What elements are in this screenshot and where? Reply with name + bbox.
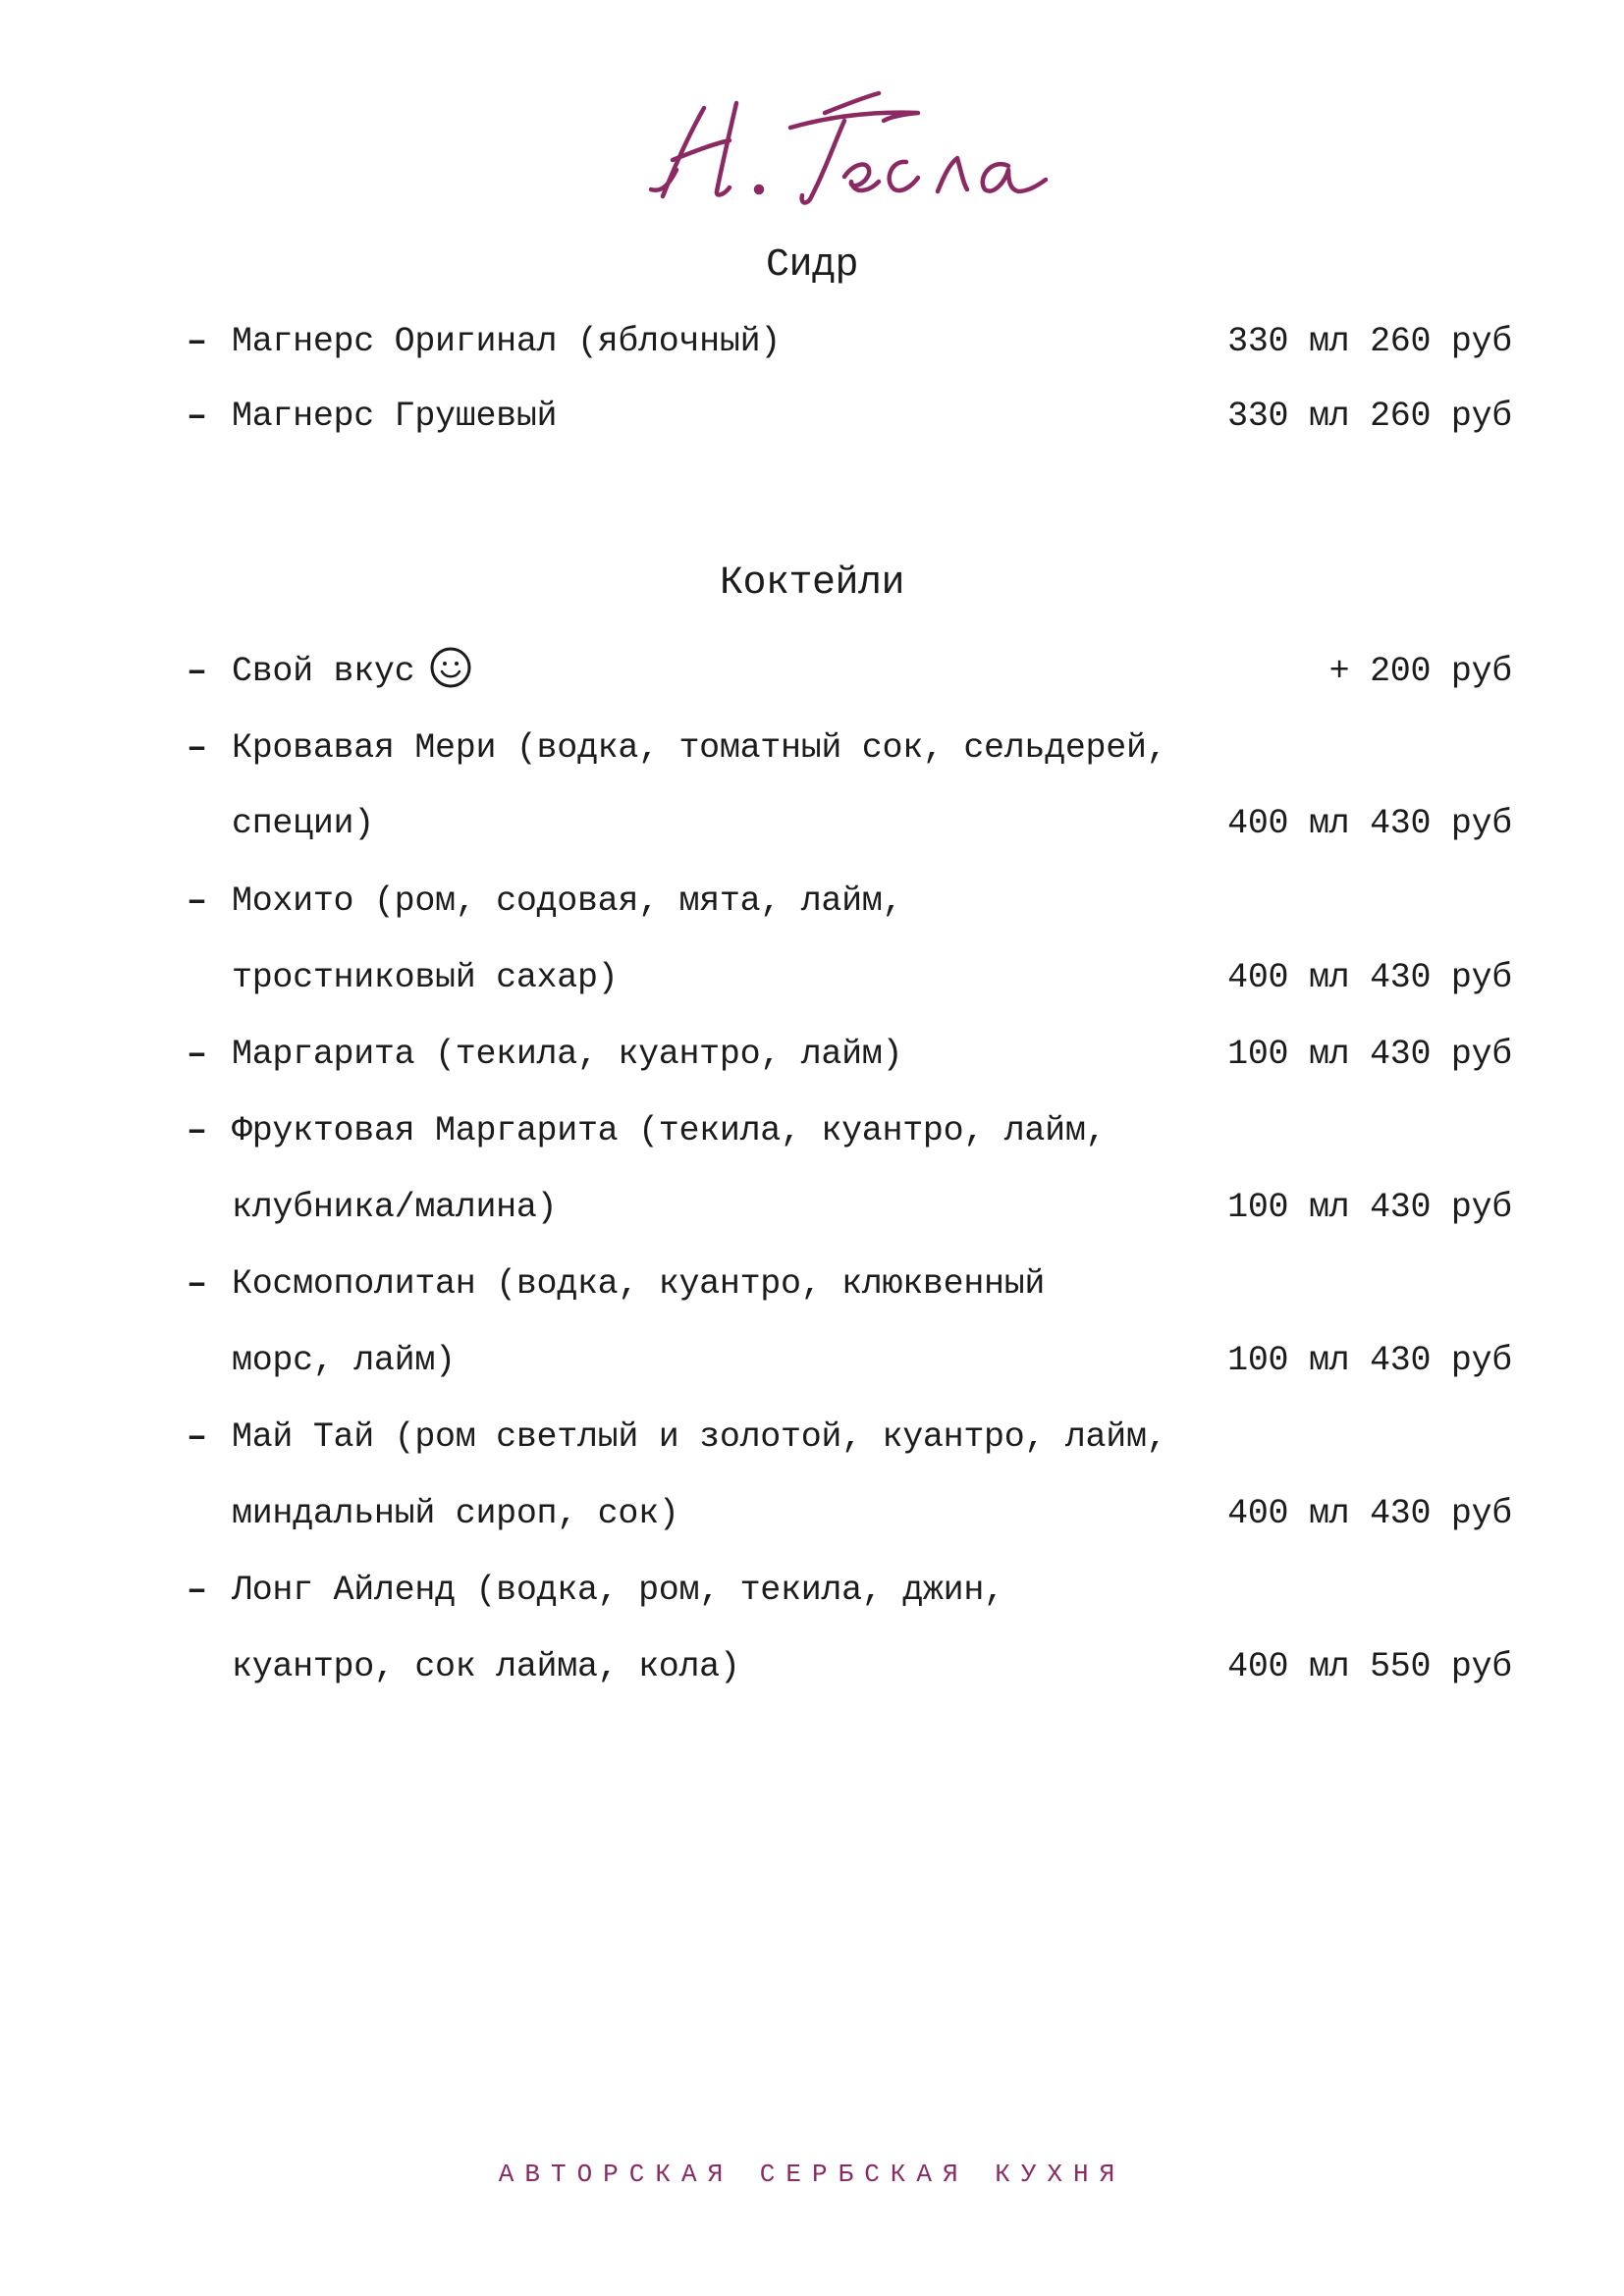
menu-item (177, 1408, 1512, 1467)
item-price: 330 мл 260 руб (1227, 397, 1512, 436)
tesla-signature-logo (643, 83, 1056, 206)
item-dash: – (187, 322, 208, 361)
menu-item (177, 312, 1512, 371)
item-name-continued: миндальный сироп, сок) (232, 1494, 679, 1533)
item-dash: – (187, 652, 208, 691)
item-name: Космополитан (водка, куантро, клюквенный (232, 1264, 1046, 1304)
item-name-continued: клубника/малина) (232, 1188, 558, 1227)
menu-item-continuation (177, 948, 1512, 1007)
item-name: Магнерс Грушевый (232, 397, 558, 436)
menu-item (177, 872, 1512, 931)
item-name: Фруктовая Маргарита (текила, куантро, лайм, (232, 1111, 1107, 1150)
menu-item (177, 719, 1512, 777)
item-price: + 200 руб (1328, 652, 1512, 691)
footer-tagline: АВТОРСКАЯ СЕРБСКАЯ КУХНЯ (498, 2160, 1126, 2189)
menu-item (177, 1101, 1512, 1160)
item-dash: – (187, 397, 208, 436)
menu-item-continuation (177, 1637, 1512, 1696)
item-name-wrap (232, 642, 473, 701)
menu-item-continuation (177, 1484, 1512, 1543)
item-price: 400 мл 430 руб (1227, 958, 1512, 997)
item-name: Май Тай (ром светлый и золотой, куантро, лайм, (232, 1417, 1167, 1457)
item-price: 330 мл 260 руб (1227, 322, 1512, 361)
item-price: 400 мл 430 руб (1227, 804, 1512, 843)
item-dash: – (187, 1571, 208, 1610)
item-price: 100 мл 430 руб (1227, 1035, 1512, 1074)
item-dash: – (187, 1035, 208, 1074)
item-name: Кровавая Мери (водка, томатный сок, сельдерей, (232, 728, 1167, 768)
menu-item (177, 387, 1512, 446)
section-title-cocktails: Коктейли (719, 561, 905, 606)
item-name-continued: специи) (232, 804, 374, 843)
smiley-icon (428, 645, 473, 690)
item-name: Свой вкус (232, 652, 415, 691)
item-name: Маргарита (текила, куантро, лайм) (232, 1035, 903, 1074)
item-name: Лонг Айленд (водка, ром, текила, джин, (232, 1571, 1004, 1610)
menu-item-continuation (177, 794, 1512, 853)
menu-item (177, 1025, 1512, 1084)
item-name-continued: тростниковый сахар) (232, 958, 619, 997)
item-dash: – (187, 881, 208, 921)
item-price: 100 мл 430 руб (1227, 1188, 1512, 1227)
item-price: 400 мл 430 руб (1227, 1494, 1512, 1533)
item-name: Магнерс Оригинал (яблочный) (232, 322, 781, 361)
item-name-continued: куантро, сок лайма, кола) (232, 1647, 740, 1686)
menu-item (177, 642, 1512, 701)
menu-item (177, 1255, 1512, 1313)
item-dash: – (187, 1111, 208, 1150)
menu-item (177, 1561, 1512, 1620)
item-dash: – (187, 1264, 208, 1304)
item-name: Мохито (ром, содовая, мята, лайм, (232, 881, 903, 921)
section-title-cider: Сидр (765, 243, 858, 288)
item-name-continued: морс, лайм) (232, 1341, 456, 1380)
item-dash: – (187, 1417, 208, 1457)
menu-item-continuation (177, 1331, 1512, 1390)
item-price: 100 мл 430 руб (1227, 1341, 1512, 1380)
menu-item-continuation (177, 1178, 1512, 1237)
item-price: 400 мл 550 руб (1227, 1647, 1512, 1686)
item-dash: – (187, 728, 208, 768)
